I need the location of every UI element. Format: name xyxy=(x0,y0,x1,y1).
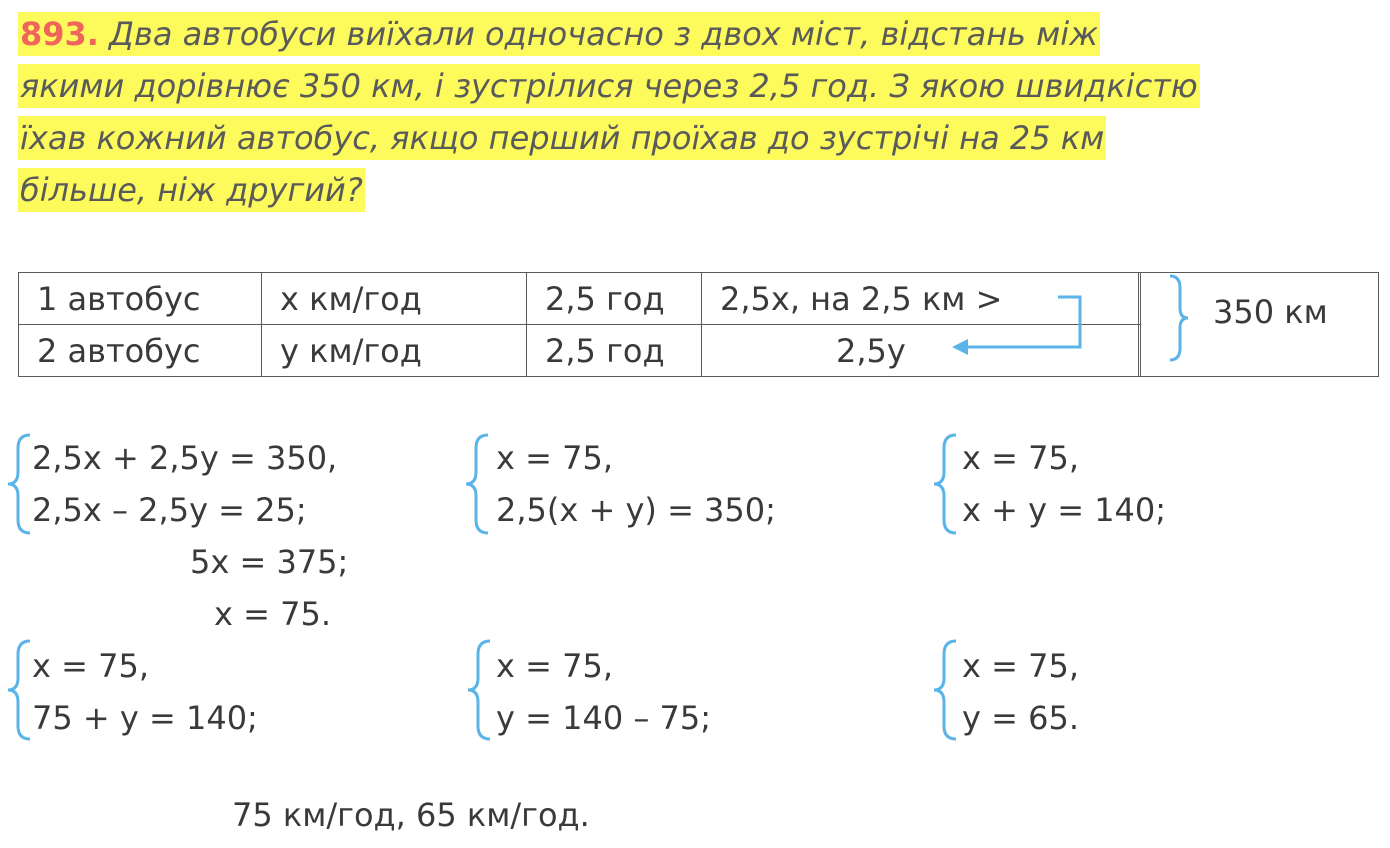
equation: 2,5x + 2,5y = 350, xyxy=(32,439,338,477)
system-4 xyxy=(32,640,258,744)
problem-line-3: їхав кожний автобус, якщо перший проїхав до зустрічі на 25 км xyxy=(18,116,1106,160)
curly-brace-icon xyxy=(930,638,960,742)
table-cell: 2,5x, на 2,5 км > xyxy=(702,273,1141,325)
table-cell: x км/год xyxy=(262,273,527,325)
curly-brace-icon xyxy=(462,432,492,536)
table-cell: y км/год xyxy=(262,325,527,377)
equation: x + y = 140; xyxy=(962,491,1167,529)
curly-brace-icon xyxy=(4,432,34,536)
step-1: 5x = 375; xyxy=(190,543,349,581)
total-distance: 350 км xyxy=(1213,293,1328,331)
problem-line-1 xyxy=(18,12,1100,56)
system-3 xyxy=(962,432,1166,536)
equation: 2,5x – 2,5y = 25; xyxy=(32,491,307,529)
table-cell: 1 автобус xyxy=(19,273,262,325)
table-cell: 2 автобус xyxy=(19,325,262,377)
problem-text-1: Два автобуси виїхали одночасно з двох міст, відстань між xyxy=(108,15,1099,53)
table-cell: 2,5 год xyxy=(527,325,702,377)
equation: x = 75, xyxy=(962,439,1079,477)
problem-number: 893. xyxy=(20,15,99,53)
system-5 xyxy=(496,640,711,744)
curly-brace-icon xyxy=(464,638,494,742)
table-cell: 2,5 год xyxy=(527,273,702,325)
problem-line-4: більше, ніж другий? xyxy=(18,168,365,212)
equation: y = 140 – 75; xyxy=(496,699,712,737)
curly-brace-icon xyxy=(930,432,960,536)
system-2 xyxy=(496,432,776,536)
curly-brace-icon xyxy=(1160,272,1200,364)
answer: 75 км/год, 65 км/год. xyxy=(232,796,590,834)
arrow-icon xyxy=(940,285,1090,365)
system-1 xyxy=(32,432,337,536)
table-cell: 2,5y xyxy=(702,325,1141,377)
equation: y = 65. xyxy=(962,699,1079,737)
equation: x = 75, xyxy=(496,647,613,685)
equation: x = 75, xyxy=(32,647,149,685)
equation: x = 75, xyxy=(962,647,1079,685)
equation: 2,5(x + y) = 350; xyxy=(496,491,776,529)
curly-brace-icon xyxy=(4,638,34,742)
problem-line-2: якими дорівнює 350 км, і зустрілися через 2,5 год. З якою швидкістю xyxy=(18,64,1200,108)
equation: 75 + y = 140; xyxy=(32,699,258,737)
system-6 xyxy=(962,640,1079,744)
step-2: x = 75. xyxy=(214,595,331,633)
equation: x = 75, xyxy=(496,439,613,477)
